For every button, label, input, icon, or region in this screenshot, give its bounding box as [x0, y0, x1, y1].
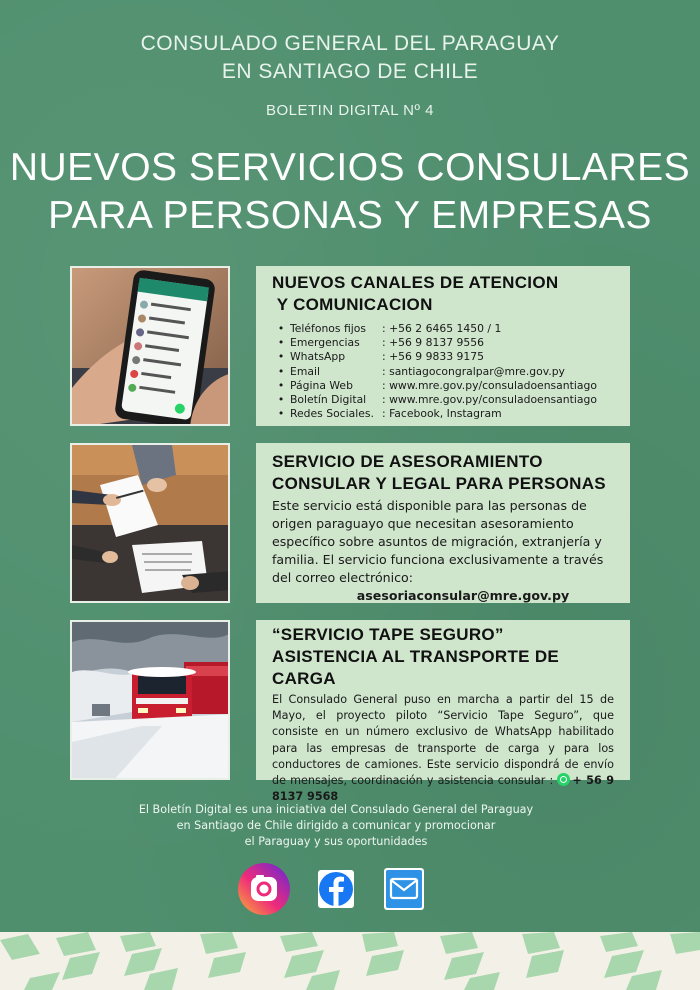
- phone-whatsapp-photo: [70, 266, 230, 426]
- tape-seguro-description: El Consulado General puso en marcha a partir del 15 de Mayo, el proyecto piloto “Servicio Tape Seguro”, que consiste en un número exclusivo de WhatsApp habilitado para las empresas de transporte de carga y para los conductores de camiones. Este servicio dispondrá de envío de mensajes, coordinación y asistencia consular : + 56 9 8137 9568: [272, 693, 614, 804]
- bulletin-number: BOLETIN DIGITAL Nº 4: [265, 102, 434, 119]
- snowy-truck-photo: [70, 620, 230, 780]
- headline: [0, 144, 700, 240]
- whatsapp-number[interactable]: + 56 9 8137 9568: [272, 774, 614, 804]
- contact-item: • Redes Sociales. : Facebook, Instagram: [277, 407, 502, 421]
- new-channels-title: NUEVOS CANALES DE ATENCION Y COMUNICACION: [272, 273, 559, 314]
- contact-item: • Página Web : www.mre.gov.py/consuladoensantiago: [277, 378, 597, 392]
- checkered-wave-decoration: [0, 932, 700, 990]
- advice-email-link[interactable]: asesoriaconsular@mre.gov.py: [356, 588, 570, 603]
- email-icon[interactable]: [382, 862, 426, 916]
- legal-advice-title: SERVICIO DE ASESORAMIENTO CONSULAR Y LEGAL PARA PERSONAS: [272, 452, 606, 493]
- contact-item: • Emergencias : +56 9 8137 9556: [277, 336, 484, 350]
- consulate-name: [0, 30, 700, 86]
- contact-item: • Boletín Digital : www.mre.gov.py/consuladoensantiago: [277, 393, 597, 407]
- org-line-1: CONSULADO GENERAL DEL PARAGUAY: [140, 32, 560, 55]
- contact-list: [272, 322, 614, 421]
- whatsapp-icon: [557, 773, 570, 786]
- facebook-icon[interactable]: [316, 862, 356, 916]
- legal-advice-description: Este servicio está disponible para las personas de origen paraguayo que necesitan asesoramiento específico sobre asuntos de migración, extranjería y familia. El servicio funciona exclusivamente a través del correo electrónico:: [272, 498, 604, 585]
- headline-line-2: PARA PERSONAS Y EMPRESAS: [48, 194, 652, 237]
- footer-text: El Boletín Digital es una iniciativa del Consulado General del Paraguay en Santiago de Chile dirigido a comunicar y promocionar el Paraguay y sus oportunidades: [138, 803, 534, 848]
- contact-item: • WhatsApp : +56 9 9833 9175: [277, 350, 484, 364]
- tape-seguro-card: [256, 620, 630, 804]
- email-link[interactable]: : santiagocongralpar@mre.gov.py: [382, 364, 565, 378]
- contact-item: • Email : santiagocongralpar@mre.gov.py: [277, 364, 565, 378]
- tape-seguro-title: “SERVICIO TAPE SEGURO” ASISTENCIA AL TRANSPORTE DE CARGA: [272, 625, 560, 688]
- contact-item: • Teléfonos fijos : +56 2 6465 1450 / 1: [277, 322, 502, 335]
- headline-line-1: NUEVOS SERVICIOS CONSULARES: [9, 146, 691, 189]
- org-line-2: EN SANTIAGO DE CHILE: [221, 60, 479, 83]
- instagram-icon[interactable]: [236, 862, 292, 916]
- bulletin-link[interactable]: : www.mre.gov.py/consuladoensantiago: [382, 393, 597, 407]
- signing-documents-photo: [70, 443, 230, 603]
- website-link[interactable]: : www.mre.gov.py/consuladoensantiago: [382, 378, 597, 392]
- new-channels-card: [256, 266, 630, 426]
- legal-advice-card: [256, 443, 630, 603]
